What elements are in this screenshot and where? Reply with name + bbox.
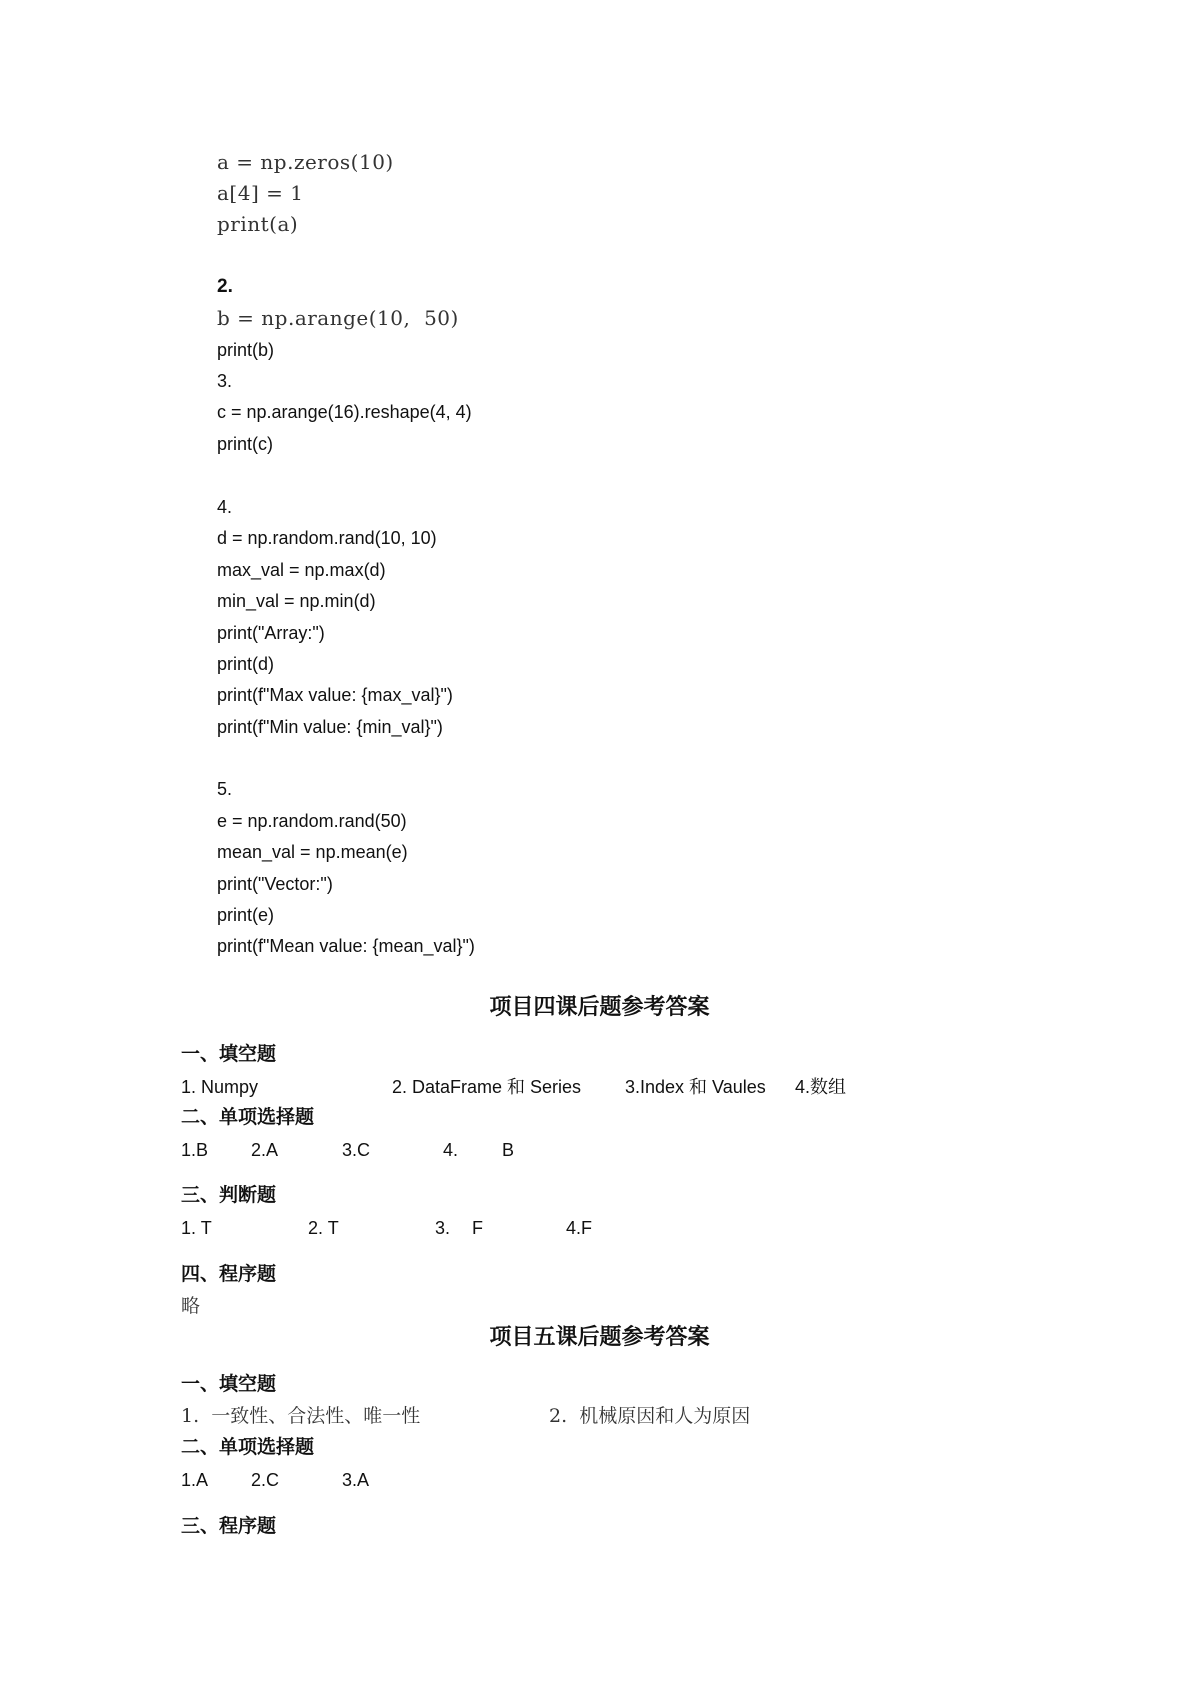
- code-line: print(a): [217, 212, 299, 236]
- code-line: c = np.arange(16).reshape(4, 4): [217, 402, 472, 422]
- question-number: 5.: [217, 779, 233, 799]
- code-line: print(e): [217, 905, 275, 925]
- code-line: print(f"Min value: {min_val}"): [217, 717, 443, 737]
- section-title: 项目四课后题参考答案: [489, 994, 710, 1020]
- subsection-heading: 一、填空题: [181, 1043, 277, 1065]
- answer-item: 2. 机械原因和人为原因: [549, 1405, 751, 1427]
- subsection-heading: 一、填空题: [181, 1373, 277, 1395]
- answer-item: 4.数组: [795, 1077, 847, 1097]
- code-line: min_val = np.min(d): [217, 591, 376, 611]
- section-title: 项目五课后题参考答案: [489, 1324, 710, 1350]
- answer-item: 4.: [443, 1140, 459, 1160]
- code-line: a = np.zeros(10): [217, 150, 394, 174]
- question-number: 2.: [217, 276, 233, 297]
- subsection-heading: 三、判断题: [181, 1184, 277, 1206]
- answer-item: 3.: [435, 1218, 451, 1238]
- code-line: mean_val = np.mean(e): [217, 842, 408, 862]
- answer-item: 1.A: [181, 1470, 209, 1490]
- answer-item: 2.A: [251, 1140, 279, 1160]
- code-line: print(c): [217, 434, 274, 454]
- code-line: print(b): [217, 340, 275, 360]
- code-line: print(d): [217, 654, 275, 674]
- code-line: b = np.arange(10, 50): [217, 306, 459, 330]
- subsection-heading: 二、单项选择题: [181, 1106, 315, 1128]
- answer-item: 3.A: [342, 1470, 370, 1490]
- question-number: 3.: [217, 371, 233, 391]
- code-line: e = np.random.rand(50): [217, 811, 407, 831]
- answer-item: 4.F: [566, 1218, 593, 1238]
- answer-item: 3.Index 和 Vaules: [625, 1077, 766, 1097]
- question-number: 4.: [217, 497, 233, 517]
- subsection-heading: 三、程序题: [181, 1515, 277, 1537]
- code-line: d = np.random.rand(10, 10): [217, 528, 437, 548]
- answer-item: 1. 一致性、合法性、唯一性: [181, 1405, 421, 1427]
- answer-item: B: [502, 1140, 515, 1160]
- code-line: print("Array:"): [217, 623, 325, 643]
- answer-item: F: [472, 1218, 483, 1238]
- answer-text: 略: [181, 1295, 201, 1317]
- answer-item: 3.C: [342, 1140, 371, 1160]
- subsection-heading: 二、单项选择题: [181, 1436, 315, 1458]
- code-line: print(f"Max value: {max_val}"): [217, 685, 453, 705]
- answer-item: 2. DataFrame 和 Series: [392, 1077, 582, 1097]
- answer-item: 1. T: [181, 1218, 212, 1238]
- answer-item: 2. T: [308, 1218, 339, 1238]
- answer-item: 1. Numpy: [181, 1077, 259, 1097]
- answer-item: 2.C: [251, 1470, 280, 1490]
- code-line: print("Vector:"): [217, 874, 333, 894]
- subsection-heading: 四、程序题: [181, 1263, 277, 1285]
- code-line: max_val = np.max(d): [217, 560, 386, 580]
- code-line: print(f"Mean value: {mean_val}"): [217, 936, 475, 956]
- code-line: a[4] = 1: [217, 181, 304, 205]
- answer-item: 1.B: [181, 1140, 209, 1160]
